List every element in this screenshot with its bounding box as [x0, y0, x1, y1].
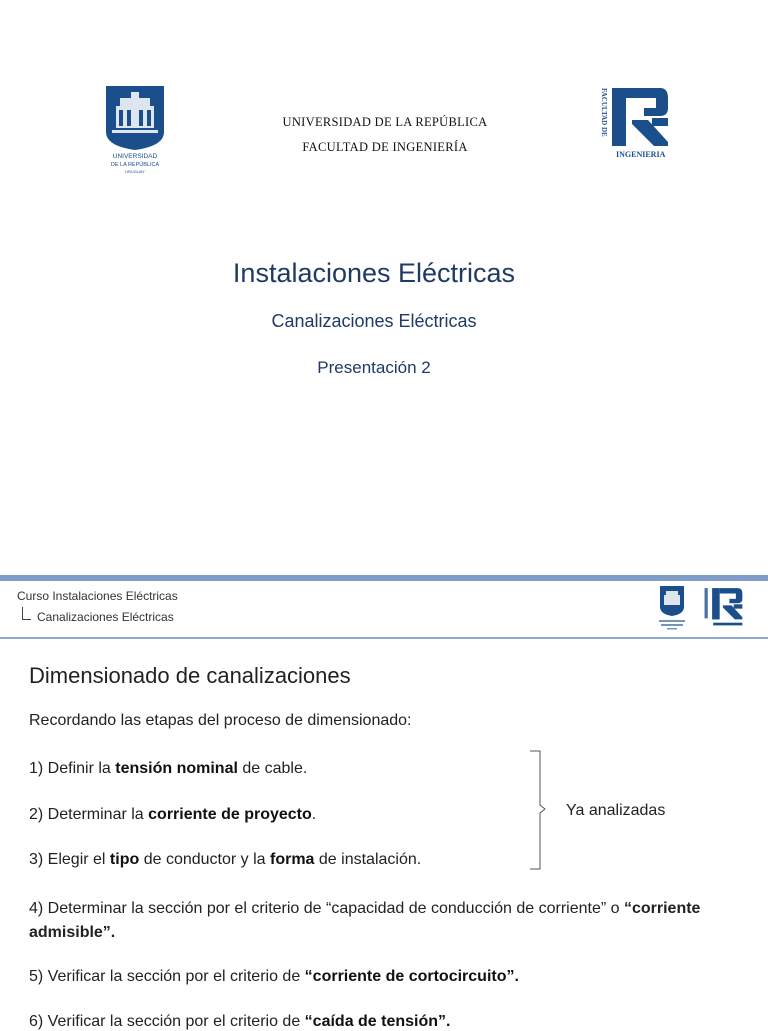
svg-text:URUGUAY: URUGUAY [125, 169, 145, 174]
course-name: Curso Instalaciones Eléctricas [17, 589, 178, 603]
svg-text:UNIVERSIDAD: UNIVERSIDAD [112, 153, 158, 160]
fing-logo [596, 86, 672, 160]
brace-label: Ya analizadas [566, 802, 666, 819]
presentation-subtitle: Canalizaciones Eléctricas [271, 311, 477, 331]
step-item: 6) Verificar la sección por el criterio de “caída de tensión”. [29, 1013, 451, 1030]
slide-title: Dimensionado de canalizaciones [29, 663, 351, 688]
step-item: 3) Elegir el tipo de conductor y la forma de instalación. [29, 851, 422, 868]
step-item: 1) Definir la tensión nominal de cable. [29, 760, 308, 777]
presentation-title: Instalaciones Eléctricas [232, 258, 516, 288]
slide-top-bar [0, 575, 768, 581]
faculty-name: FACULTAD DE INGENIERÍA [302, 140, 468, 154]
content-slide [0, 575, 768, 1030]
step-item: 2) Determinar la corriente de proyecto. [29, 806, 317, 823]
udelar-logo [98, 84, 172, 178]
fing-logo-small [703, 587, 745, 627]
svg-text:FACULTAD DE: FACULTAD DE [600, 88, 608, 137]
step-item: 5) Verificar la sección por el criterio de “corriente de cortocircuito”. [29, 968, 519, 985]
slide-intro: Recordando las etapas del proceso de dimensionado: [29, 712, 412, 729]
step-item: 4) Determinar la sección por el criterio de “capacidad de conducción de corriente” o “corriente admisible”. [29, 900, 701, 941]
svg-text:DE LA REPÚBLICA: DE LA REPÚBLICA [110, 162, 160, 168]
header-divider [0, 637, 768, 639]
institution-header [200, 110, 570, 160]
udelar-logo-small [656, 585, 688, 631]
svg-text:INGENIERIA: INGENIERIA [616, 150, 666, 159]
university-name: UNIVERSIDAD DE LA REPÚBLICA [282, 115, 488, 129]
presentation-number: Presentación 2 [317, 358, 431, 377]
tree-connector-icon [22, 607, 31, 620]
right-brace-icon [528, 750, 548, 870]
section-name: Canalizaciones Eléctricas [37, 610, 174, 624]
